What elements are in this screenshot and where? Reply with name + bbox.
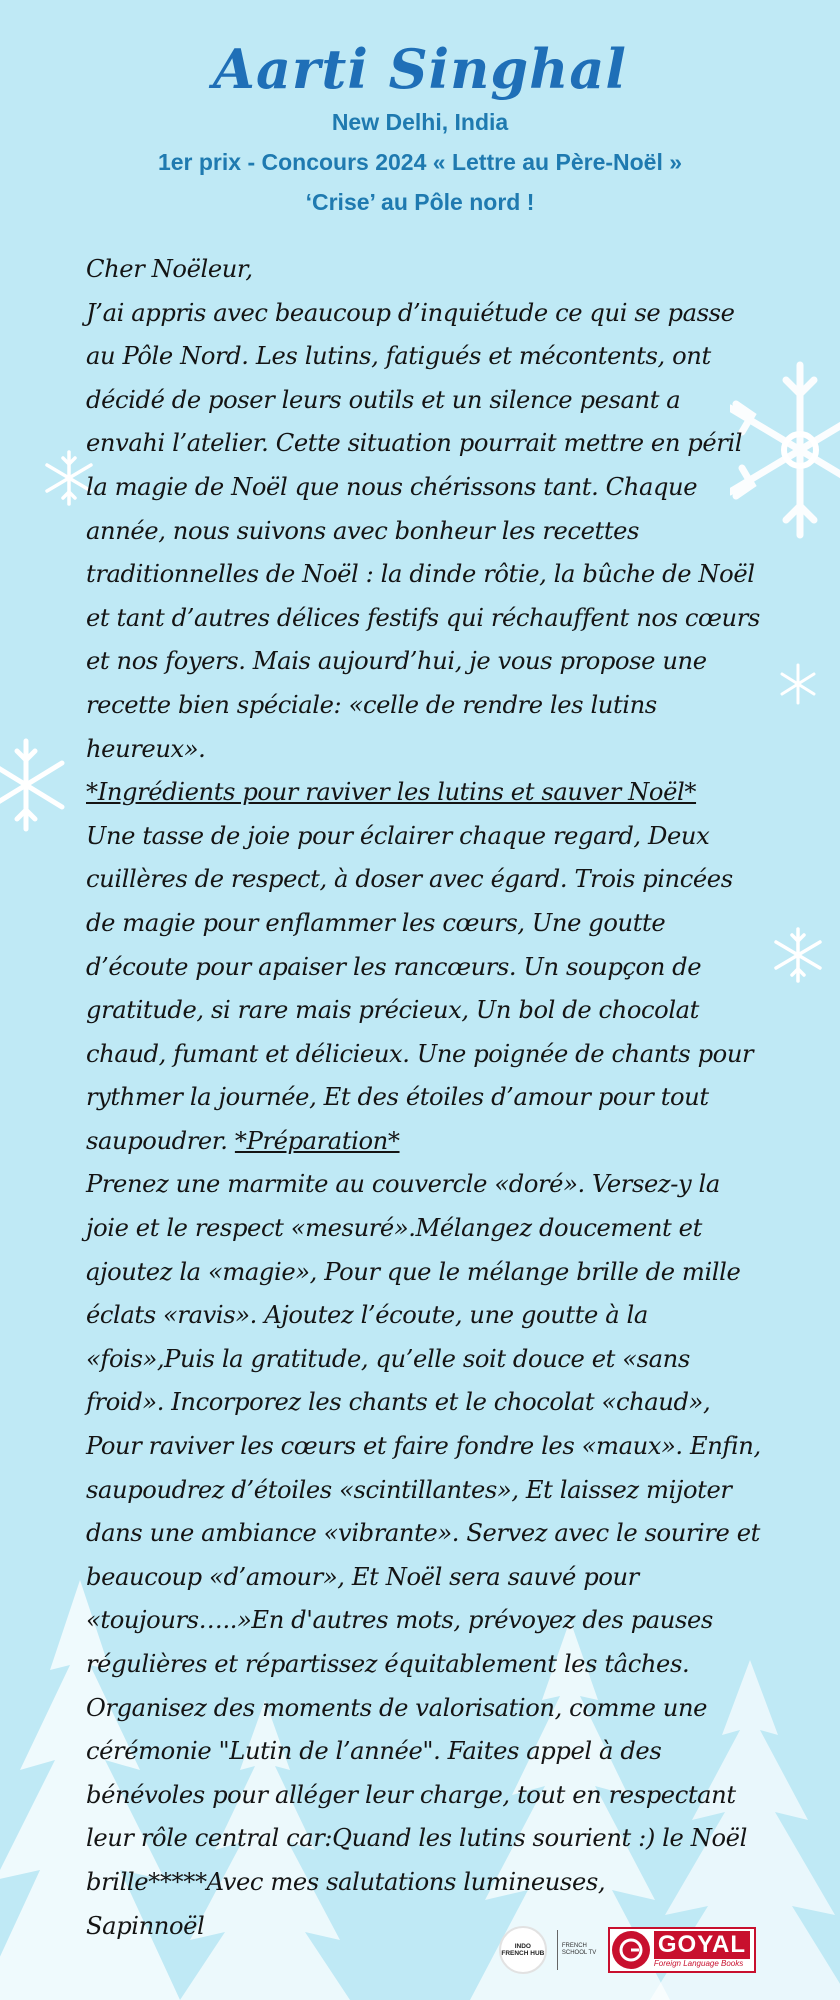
ifh-logo-text: INDO FRENCH HUB [501, 1943, 545, 1957]
ingredients-heading: *Ingrédients pour raviver les lutins et sauver Noël* [86, 778, 697, 807]
letter-body [86, 248, 766, 1948]
fst-logo-text: FRENCH SCHOOL TV [561, 1943, 597, 1956]
author-name: Aarti Singhal [213, 37, 627, 101]
letter-signature: Sapinnoël [86, 1911, 205, 1940]
preparation-heading: *Préparation* [234, 1126, 400, 1155]
sponsor-logos [499, 1926, 756, 1974]
snowflake-icon [780, 662, 816, 706]
preparation-text: Prenez une marmite au couvercle «doré». Versez-y la joie et le respect «mesuré».Mélangez doucement et ajoutez la «magie», Pour que le mélange brille de mille éclats «ravis». Ajoutez l’écoute, une goutte à la «fois»,Puis la gratitude, qu’elle soit douce et «sans froid». Incorporez les chants et le chocolat «chaud», Pour raviver les cœurs et faire fondre les «maux». Enfin, saupoudrez d’étoiles «scintillantes», Et laissez mijoter dans une ambiance «vibrante». Servez avec le sourire et beaucoup «d’amour», Et Noël sera sauvé pour «toujours…..»En d'autres mots, prévoyez des pauses régulières et répartissez équitablement les tâches. Organisez des moments de valorisation, comme une cérémonie "Lutin de l’année". Faites appel à des bénévoles pour alléger leur charge, tout en respectant leur rôle central car:Quand les lutins sourient :) le Noël brille*****Avec mes salutations lumineuses, [86, 1170, 761, 1896]
letter-greeting: Cher Noëleur, [86, 255, 253, 283]
letter-title: ‘Crise’ au Pôle nord ! [305, 189, 535, 215]
letter-header [0, 36, 840, 222]
goyal-wordmark: GOYAL [654, 1931, 750, 1959]
goyal-tagline: Foreign Language Books [653, 1959, 744, 1968]
snowflake-icon [772, 925, 824, 985]
ingredients-text: Une tasse de joie pour éclairer chaque regard, Deux cuillères de respect, à doser avec égard. Trois pincées de magie pour enflammer les cœurs, Une goutte d’écoute pour apaiser les rancœurs. Un soupçon de gratitude, si rare mais précieux, Un bol de chocolat chaud, fumant et délicieux. Une poignée de chants pour rythmer la journée, Et des étoiles d’amour pour tout saupoudrer. [86, 821, 754, 1155]
contest-title: 1er prix - Concours 2024 « Lettre au Père-Noël » [157, 149, 683, 175]
goyal-emblem-icon [612, 1931, 650, 1969]
french-school-tv-logo [557, 1930, 598, 1970]
author-location: New Delhi, India [331, 109, 509, 135]
letter-intro: J’ai appris avec beaucoup d’inquiétude ce qui se passe au Pôle Nord. Les lutins, fatigués et mécontents, ont décidé de poser leurs outils et un silence pesant a envahi l’atelier. Cette situation pourrait mettre en péril la magie de Noël que nous chérissons tant. Chaque année, nous suivons avec bonheur les recettes traditionnelles de Noël : la dinde rôtie, la bûche de Noël et tant d’autres délices festifs qui réchauffent nos cœurs et nos foyers. Mais aujourd’hui, je vous propose une recette bien spéciale: «celle de rendre les lutins heureux». [86, 298, 760, 763]
goyal-logo [608, 1927, 756, 1973]
snowflake-icon [0, 735, 66, 835]
indo-french-hub-logo [499, 1926, 547, 1974]
